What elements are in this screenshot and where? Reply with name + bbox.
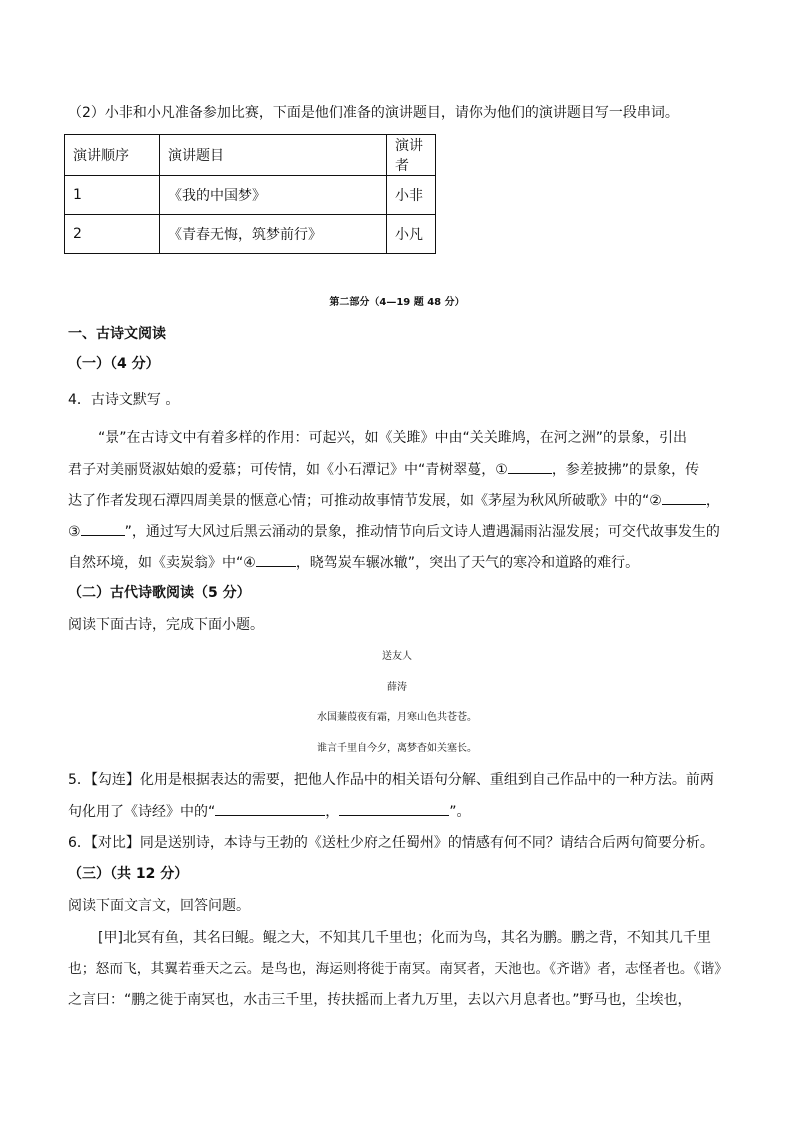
header-topic: 演讲题目 [160, 135, 387, 176]
sub2-heading: （二）古代诗歌阅读（5 分） [68, 585, 251, 601]
q4-line2: 君子对美丽贤淑姑娘的爱慕；可传情，如《小石潭记》中“青树翠蔓，① ，参差披拂”的景象，传 [68, 459, 728, 480]
blank-6 [339, 801, 449, 816]
q4-title: 4．古诗文默写 。 [68, 392, 180, 408]
cell-order: 1 [65, 176, 160, 215]
header-speaker: 演讲者 [387, 135, 436, 176]
header-order: 演讲顺序 [65, 135, 160, 176]
q4-line5: 自然环境，如《卖炭翁》中“④ ，晓驾炭车辗冰辙”，突出了天气的寒冷和道路的难行。 [68, 552, 728, 573]
table-row [65, 176, 436, 215]
section1-heading: 一、古诗文阅读 [68, 326, 166, 342]
cell-speaker: 小凡 [387, 215, 436, 254]
cell-topic: 《青春无悔，筑梦前行》 [160, 215, 387, 254]
q5-line1: 5．【勾连】化用是根据表达的需要，把他人作品中的相关语句分解、重组到自己作品中的一种方法。前两 [68, 772, 714, 788]
sub1-heading: （一）（4 分） [68, 356, 160, 372]
poem-line-2: 谁言千里自今夕，离梦杳如关塞长。 [317, 743, 477, 754]
sub2-intro: 阅读下面古诗，完成下面小题。 [68, 617, 264, 633]
passage-line-2: 也；怒而飞，其翼若垂天之云。是鸟也，海运则将徙于南冥。南冥者，天池也。《齐谐》者，志怪者也。《谐》 [68, 961, 729, 977]
table-header-row [65, 135, 436, 176]
cell-topic: 《我的中国梦》 [160, 176, 387, 215]
q6-line: 6．【对比】同是送别诗，本诗与王勃的《送杜少府之任蜀州》的情感有何不同？请结合后两句简要分析。 [68, 835, 714, 851]
q4-line1: “景”在古诗文中有着多样的作用：可起兴，如《关雎》中由“关关雎鸠，在河之洲”的景象，引出 [98, 430, 688, 446]
blank-2 [662, 490, 706, 505]
passage-line-1: [甲]北冥有鱼，其名曰鲲。鲲之大，不知其几千里也；化而为鸟，其名为鹏。鹏之背，不知其几千里 [98, 930, 711, 946]
poem-author: 薛涛 [387, 682, 407, 693]
q4-line4: ③ ”，通过写大风过后黑云涌动的景象，推动情节向后文诗人遭遇漏雨沾湿发展；可交代故事发生的 [68, 521, 728, 542]
poem-line-1: 水国蒹葭夜有霜，月寒山色共苍苍。 [317, 712, 477, 723]
blank-5 [215, 801, 325, 816]
blank-3 [81, 521, 125, 536]
table-row [65, 215, 436, 254]
cell-speaker: 小非 [387, 176, 436, 215]
blank-4 [256, 552, 296, 567]
sub3-heading: （三）（共 12 分） [68, 866, 189, 882]
passage-line-3: 之言曰：“鹏之徙于南冥也，水击三千里，抟扶摇而上者九万里，去以六月息者也。”野马也，尘埃也， [68, 992, 692, 1008]
sub3-intro: 阅读下面文言文，回答问题。 [68, 898, 250, 914]
q5-line2: 句化用了《诗经》中的“ ， ”。 [68, 801, 728, 822]
speech-table [64, 134, 436, 254]
cell-order: 2 [65, 215, 160, 254]
q2-prompt: （2）小非和小凡准备参加比赛，下面是他们准备的演讲题目，请你为他们的演讲题目写一段串词。 [68, 105, 679, 121]
poem-title: 送友人 [382, 651, 412, 662]
q4-line3: 达了作者发现石潭四周美景的惬意心情；可推动故事情节发展，如《茅屋为秋风所破歌》中的“② ， [68, 490, 728, 511]
blank-1 [508, 459, 552, 474]
part2-title: 第二部分（4—19 题 48 分） [329, 297, 465, 308]
